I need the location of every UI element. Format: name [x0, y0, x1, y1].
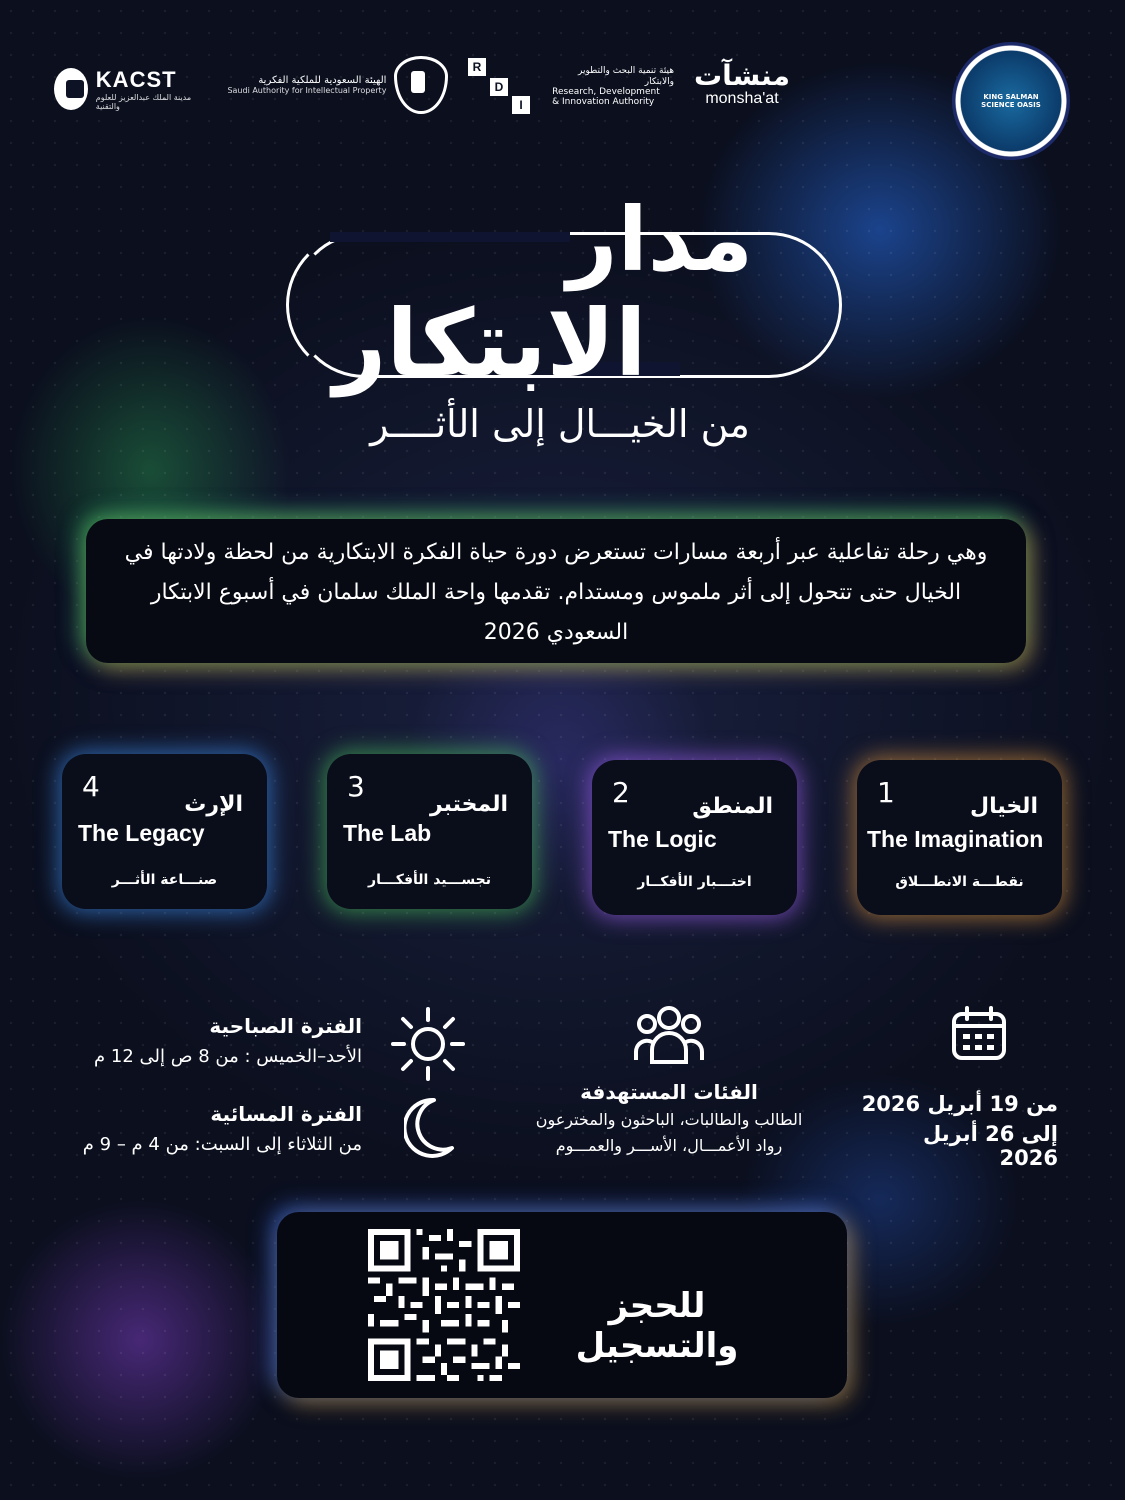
qr-code-icon[interactable] — [368, 1229, 520, 1381]
track-arabic-title: الخيال — [970, 794, 1038, 819]
kacst-emblem-icon — [54, 68, 88, 110]
track-card-legacy — [62, 754, 267, 909]
monshaat-arabic: منشآت — [694, 59, 790, 92]
track-arabic-title: الإرث — [184, 792, 243, 817]
ksso-logo — [952, 42, 1070, 160]
track-number: 1 — [877, 776, 895, 809]
track-english-title: The Legacy — [78, 820, 205, 846]
evening-time: من الثلاثاء إلى السبت: من 4 م – 9 م — [82, 1134, 362, 1155]
track-number: 3 — [347, 770, 365, 803]
title-line-2: الابتكار — [333, 290, 647, 397]
calendar-icon — [950, 1006, 1008, 1062]
kacst-logo — [54, 64, 194, 114]
rdi-english-line1: Research, Development — [552, 87, 660, 97]
rdi-logo — [468, 56, 674, 118]
rdi-arabic-name: هيئة تنمية البحث والتطوير والابتكار — [578, 66, 674, 87]
description-box — [86, 519, 1026, 663]
track-tagline: صنـــاعة الأثـــر — [111, 872, 218, 888]
sun-icon — [390, 1006, 466, 1082]
rdi-letters — [468, 58, 544, 116]
track-card-imagination — [857, 760, 1062, 915]
kacst-subtitle: مدينة الملك عبدالعزيز للعلوم والتقنية — [95, 93, 192, 111]
track-number: 2 — [612, 776, 630, 809]
evening-title: الفترة المسائية — [210, 1102, 362, 1126]
track-number: 4 — [82, 770, 100, 803]
rdi-letter-i: I — [512, 96, 530, 114]
kacst-name: KACST — [95, 67, 177, 92]
saip-english-name: Saudi Authority for Intellectual Property — [227, 86, 387, 95]
title-subtitle: من الخيـــال إلى الأثــــر — [370, 402, 750, 446]
dates-from: من 19 أبريل 2026 — [861, 1092, 1058, 1116]
rdi-english-line2: & Innovation Authority — [552, 97, 655, 108]
saip-logo — [218, 58, 448, 112]
rdi-letter-r: R — [468, 58, 486, 76]
track-tagline: تجســـيد الأفكـــار — [368, 872, 491, 888]
track-card-lab — [327, 754, 532, 909]
track-tagline: اختـــبار الأفكــار — [637, 874, 752, 890]
morning-title: الفترة الصباحية — [209, 1014, 362, 1038]
moon-icon — [404, 1096, 456, 1158]
track-english-title: The Imagination — [867, 826, 1044, 852]
audience-title: الفئات المستهدفة — [580, 1080, 758, 1104]
monshaat-logo — [694, 59, 790, 118]
morning-time: الأحد–الخميس : من 8 ص إلى 12 م — [94, 1046, 362, 1067]
dates-to: إلى 26 أبريل 2026 — [923, 1122, 1058, 1170]
monshaat-english: monsha'at — [705, 90, 779, 107]
track-english-title: The Lab — [343, 820, 432, 846]
audience-line-2: رواد الأعمـــال، الأســـر والعمـــوم — [555, 1136, 783, 1155]
track-english-title: The Logic — [608, 826, 717, 852]
track-card-logic — [592, 760, 797, 915]
description-text: وهي رحلة تفاعلية عبر أربعة مسارات تستعرض دورة حياة الفكرة الابتكارية من لحظة ولادتها في الخيال حتى تتحول إلى أثر ملموس ومستدام. تقدمها واحة الملك سلمان في أسبوع الابتكار السعودي 2026 — [124, 540, 988, 645]
ksso-text: KING SALMAN SCIENCE OASIS — [981, 93, 1041, 109]
track-tagline: نقطـــة الانطـــلاق — [895, 874, 1024, 890]
people-icon — [632, 1002, 706, 1066]
saip-shield-icon — [394, 56, 448, 114]
audience-line-1: الطالب والطالبات، الباحثون والمخترعون — [535, 1110, 803, 1129]
register-label[interactable]: للحجز والتسجيل — [575, 1286, 739, 1366]
rdi-letter-d: D — [490, 78, 508, 96]
track-arabic-title: المنطق — [692, 794, 773, 819]
track-arabic-title: المختبر — [429, 792, 508, 817]
title-line-1: مدار — [566, 188, 754, 291]
saip-arabic-name: الهيئة السعودية للملكية الفكرية — [258, 75, 387, 86]
